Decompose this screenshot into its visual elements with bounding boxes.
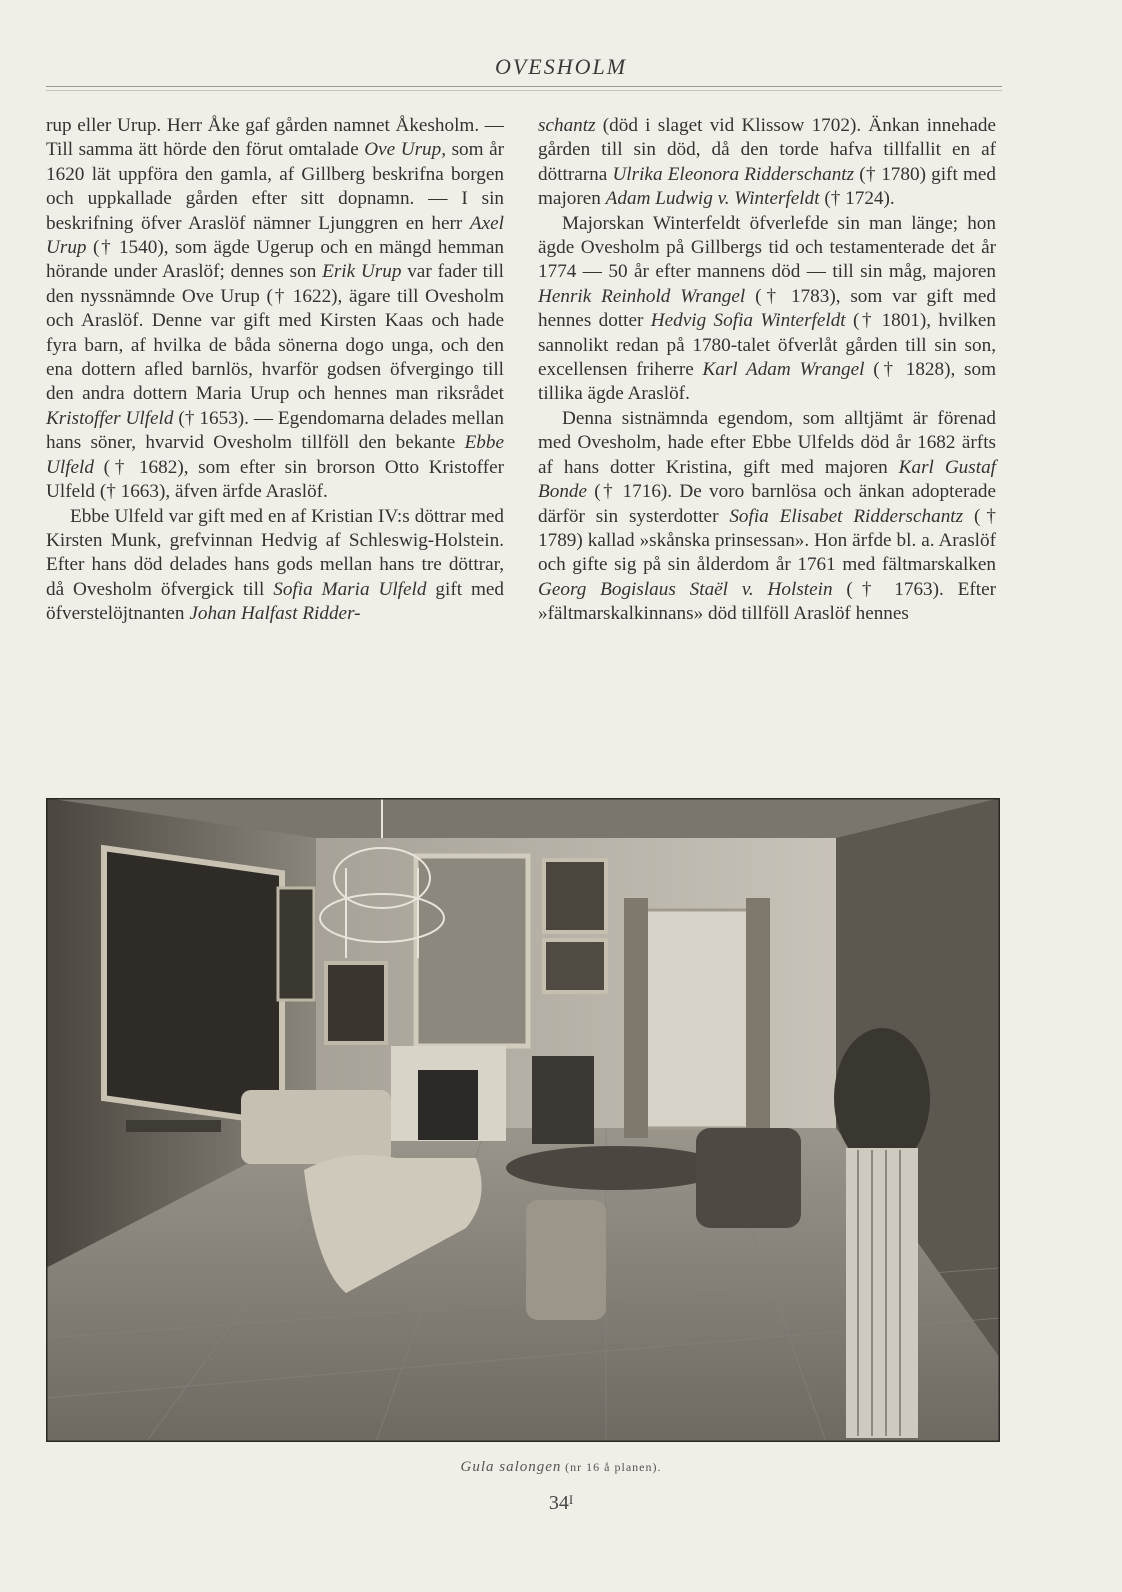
cabinet — [532, 1056, 594, 1144]
side-table — [126, 1120, 221, 1132]
armchair — [526, 1200, 606, 1320]
page-number: $34^I$ — [548, 1492, 574, 1514]
curtain-right — [746, 898, 770, 1138]
portrait-painting — [326, 963, 386, 1043]
center-table — [506, 1146, 726, 1190]
right-column — [538, 114, 996, 627]
porcelain-vase — [834, 1028, 930, 1168]
large-painting — [104, 848, 282, 1123]
signature-mark: I — [568, 1492, 574, 1507]
painting-small — [278, 888, 314, 1000]
curtain-left — [624, 898, 648, 1138]
paragraph: schantz (död i slaget vid Klissow 1702). Änkan innehade gården till sin död, då den torde hafva tillfallit en af döttrarna Ulrika Eleonora Ridderschantz († 1780) gift med majoren Adam Ludwig v. Winterfeldt († 1724). — [538, 115, 996, 210]
left-column — [46, 114, 504, 627]
fireplace-opening — [418, 1070, 478, 1140]
doorway — [636, 910, 756, 1128]
wall-mirror — [416, 856, 528, 1046]
running-head: OVESHOLM — [494, 54, 628, 79]
column-pedestal — [846, 1148, 918, 1438]
header-rule-thin — [46, 90, 1002, 91]
header-rule — [46, 86, 1002, 87]
painting-lower — [544, 940, 606, 992]
painting-upper — [544, 860, 606, 932]
figure-caption — [0, 1459, 1122, 1476]
paragraph: Ebbe Ulfeld var gift med en af Kristian IV:s döttrar med Kirsten Munk, grefvinnan Hedvig af Schleswig-Holstein. Efter hans död delades hans gods mellan hans tre döttrar, då Ovesholm öfvergick till Sofia Maria Ulfeld gift med öfverstelöjtnanten Johan Halfast Ridder- — [46, 505, 505, 625]
caption-title: Gula salongen — [460, 1459, 562, 1475]
paragraph: Denna sistnämnda egendom, som alltjämt är förenad med Ovesholm, hade efter Ebbe Ulfelds död år 1682 ärfts af hans dotter Kristina, gift med majoren Karl Gustaf Bonde († 1716). De voro barnlösa och änkan adopterade därför sin systerdotter Sofia Elisabet Ridderschantz († 1789) kallad »skånska prinsessan». Hon ärfde bl. a. Araslöf och gifte sig på sin ålderdom år 1761 med fältmarskalken Georg Bogislaus Staël v. Holstein († 1763). Efter »fältmarskalkinnans» död tillföll Araslöf hennes — [538, 407, 996, 625]
sofa — [241, 1090, 391, 1164]
salon-photograph — [46, 798, 1000, 1442]
caption-note: (nr 16 å planen). — [565, 1460, 662, 1474]
armchair-right — [696, 1128, 801, 1228]
paragraph: rup eller Urup. Herr Åke gaf gården namnet Åkesholm. — Till samma ätt hörde den förut omtalade Ove Urup, som år 1620 lät uppföra den gamla, af Gillberg beskrifna borgen och uppkallade gården efter sitt dopnamn. — I sin beskrifning öfver Araslöf nämner Ljunggren en herr Axel Urup († 1540), som ägde Ugerup och en mängd hemman hörande under Araslöf; dennes son Erik Urup var fader till den nyssnämnde Ove Urup († 1622), ägare till Ovesholm och Araslöf. Denne var gift med Kirsten Kaas och hade fyra barn, af hvilka de båda sönerna dogo unga, och den ena dottern afled barnlös, hvarför godsen öfvergingo till den andra dottern Maria Urup och hennes man riksrådet Kristoffer Ulfeld († 1653). — Egendomarna delades mellan hans söner, hvarvid Ovesholm tillföll den bekante Ebbe Ulfeld († 1682), som efter sin brorson Otto Kristoffer Ulfeld († 1663), äfven ärfde Araslöf. — [46, 115, 504, 503]
paragraph: Majorskan Winterfeldt öfverlefde sin man länge; hon ägde Ovesholm på Gillbergs tid och testamenterade det år 1774 — 50 år efter mannens död — till sin måg, majoren Henrik Reinhold Wrangel († 1783), som var gift med hennes dotter Hedvig Sofia Winterfeldt († 1801), hvilken sannolikt redan på 1780-talet öfverlåt gården till sin son, excellensen friherre Karl Adam Wrangel († 1828), som tillika ägde Araslöf. — [538, 212, 996, 405]
